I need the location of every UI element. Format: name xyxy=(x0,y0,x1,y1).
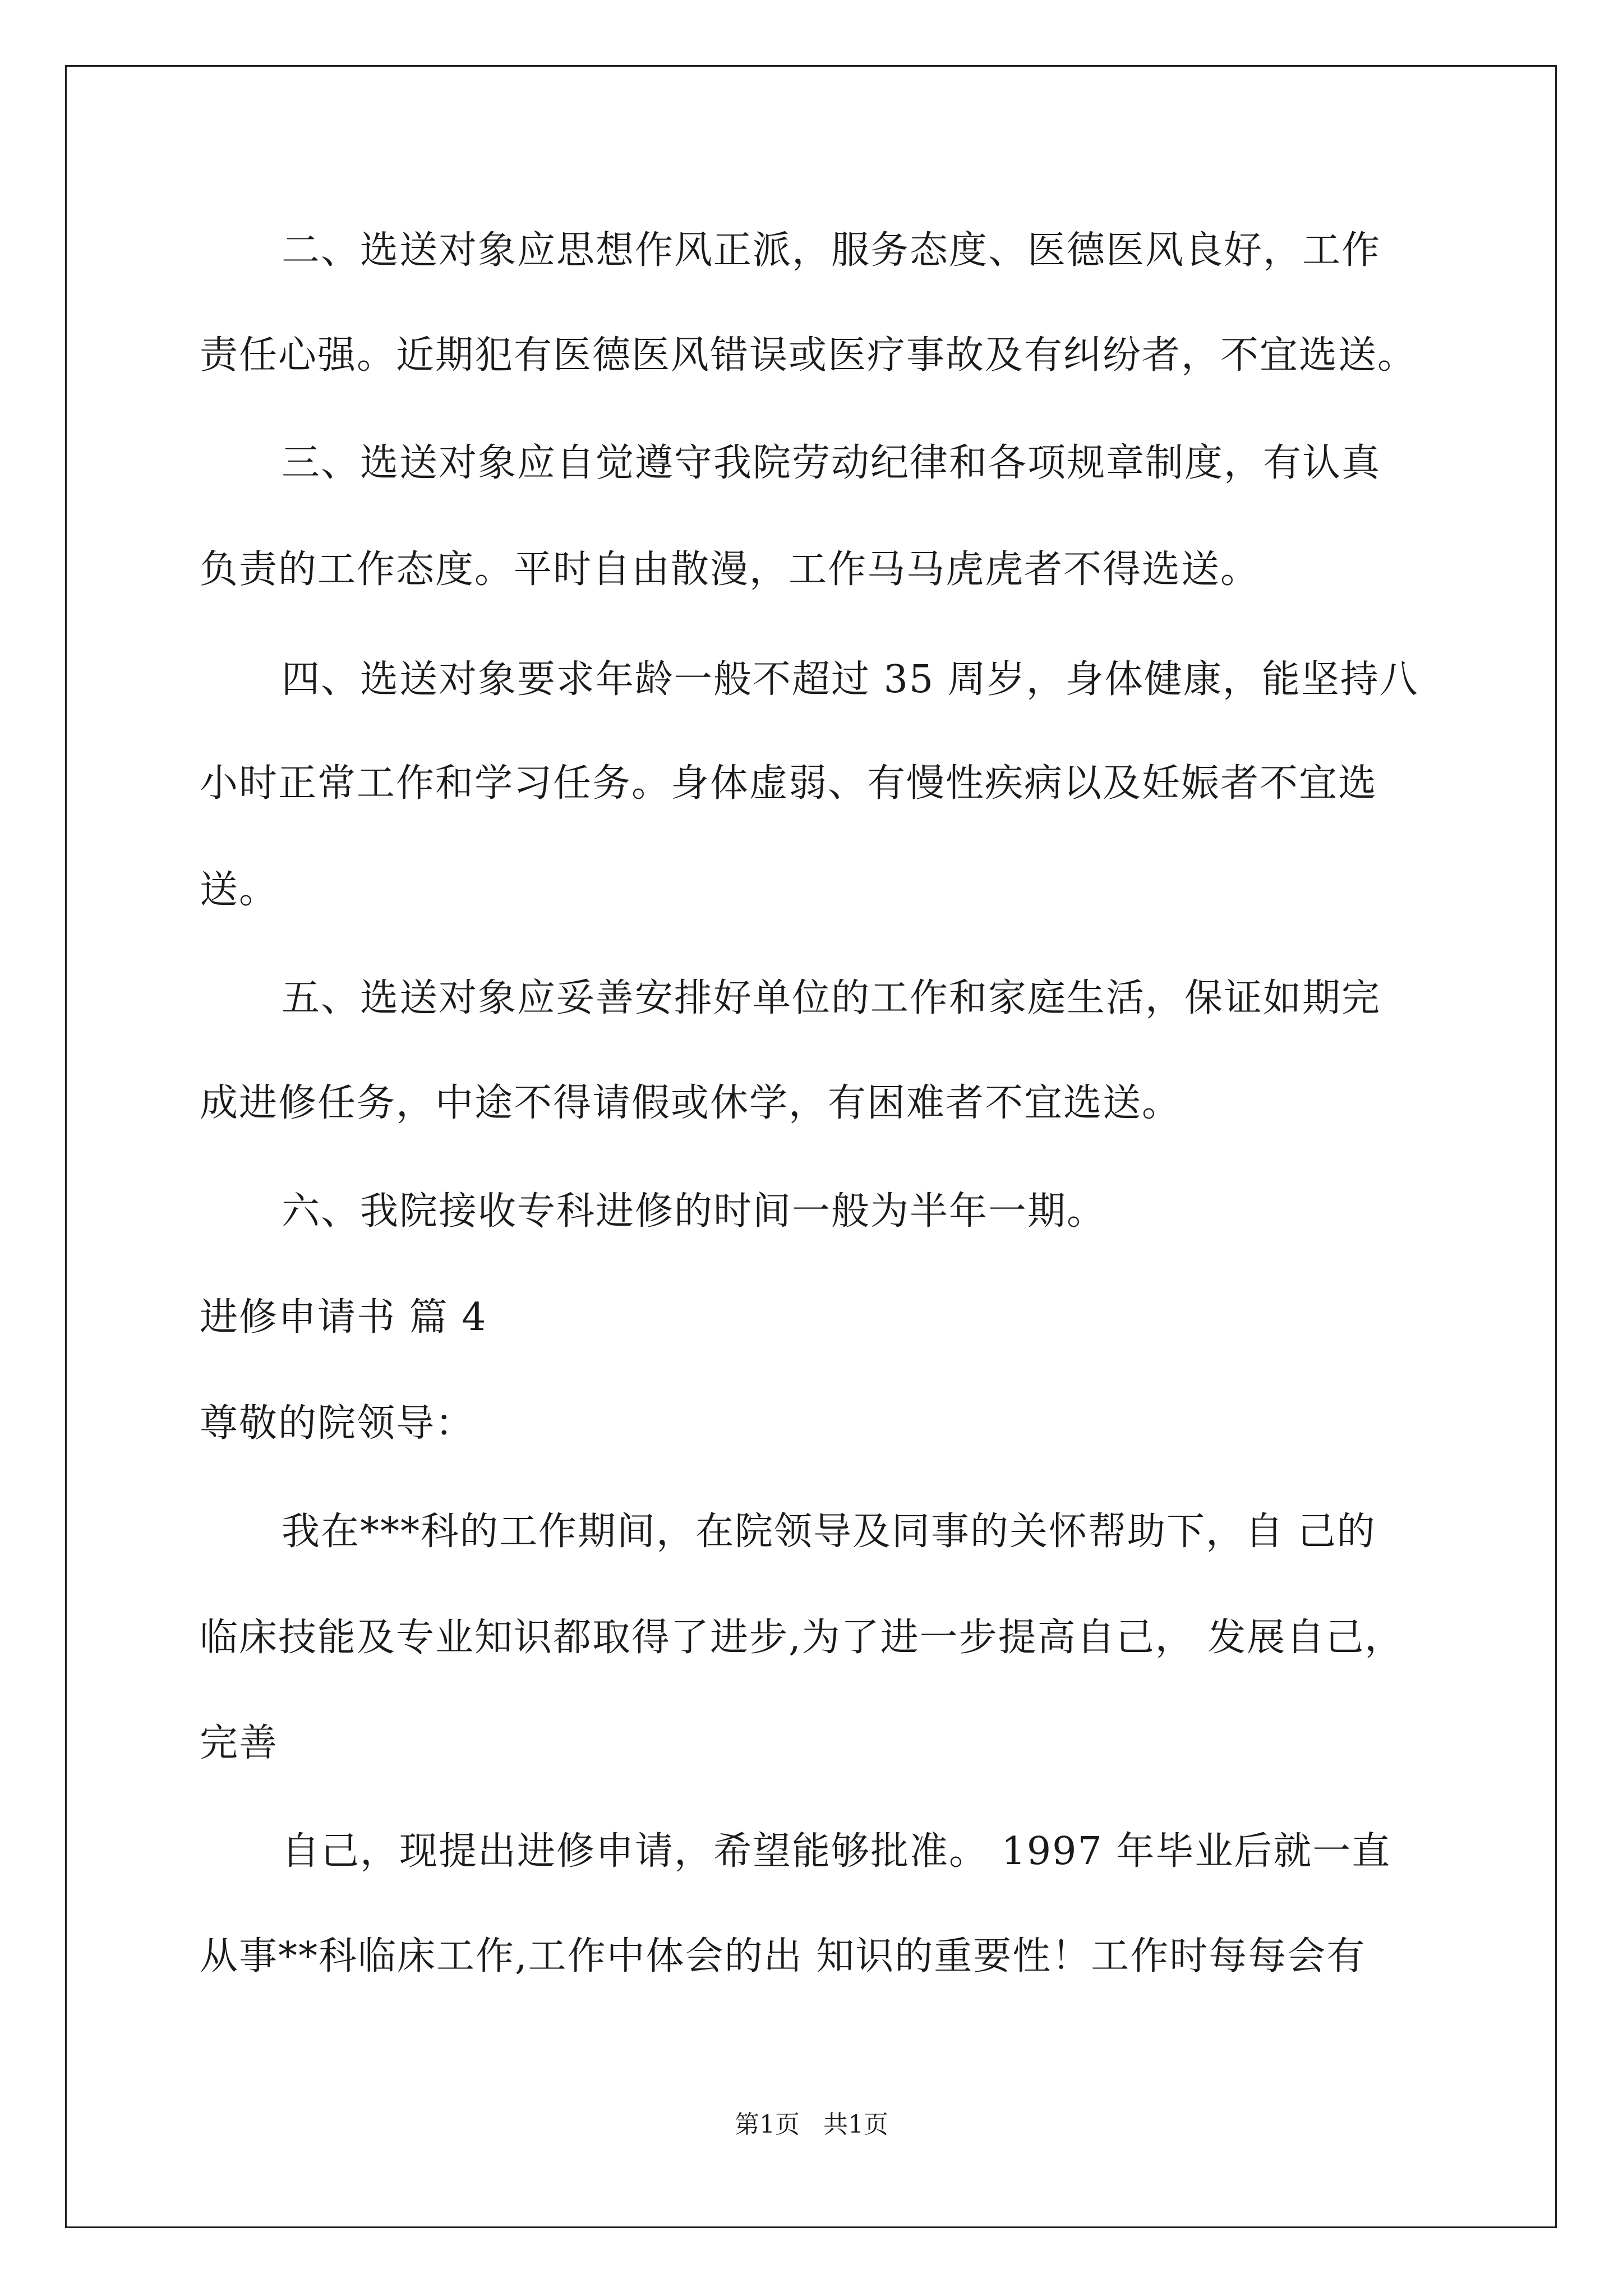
page-border xyxy=(65,65,1557,2228)
paragraph-line: 完善 xyxy=(200,1721,279,1765)
salutation: 尊敬的院领导： xyxy=(200,1401,475,1446)
page-footer: 第1页 共1页 xyxy=(735,2110,888,2139)
paragraph-line: 责任心强。近期犯有医德医风错误或医疗事故及有纠纷者，不宜选送。 xyxy=(200,333,1417,378)
paragraph-line: 我在***科的工作期间，在院领导及同事的关怀帮助下，自 己的 xyxy=(282,1510,1376,1554)
paragraph-line: 五、选送对象应妥善安排好单位的工作和家庭生活，保证如期完 xyxy=(282,976,1381,1020)
paragraph-line: 临床技能及专业知识都取得了进步,为了进一步提高自己， 发展自己， xyxy=(200,1616,1404,1660)
paragraph-line: 二、选送对象应思想作风正派，服务态度、医德医风良好，工作 xyxy=(282,228,1381,273)
paragraph-line: 六、我院接收专科进修的时间一般为半年一期。 xyxy=(282,1189,1106,1234)
paragraph-line: 三、选送对象应自觉遵守我院劳动纪律和各项规章制度，有认真 xyxy=(282,441,1381,485)
paragraph-line: 自己，现提出进修申请，希望能够批准。 1997 年毕业后就一直 xyxy=(282,1829,1391,1874)
paragraph-line: 小时正常工作和学习任务。身体虚弱、有慢性疾病以及妊娠者不宜选 xyxy=(200,761,1378,806)
paragraph-line: 从事**科临床工作,工作中体会的出 知识的重要性！工作时每每会有 xyxy=(200,1934,1366,1978)
paragraph-line: 四、选送对象要求年龄一般不超过 35 周岁，身体健康，能坚持八 xyxy=(282,657,1419,702)
paragraph-line: 送。 xyxy=(200,868,279,912)
paragraph-line: 成进修任务，中途不得请假或休学，有困难者不宜选送。 xyxy=(200,1081,1182,1125)
section-heading: 进修申请书 篇 4 xyxy=(200,1295,487,1340)
paragraph-line: 负责的工作态度。平时自由散漫，工作马马虎虎者不得选送。 xyxy=(200,547,1260,592)
